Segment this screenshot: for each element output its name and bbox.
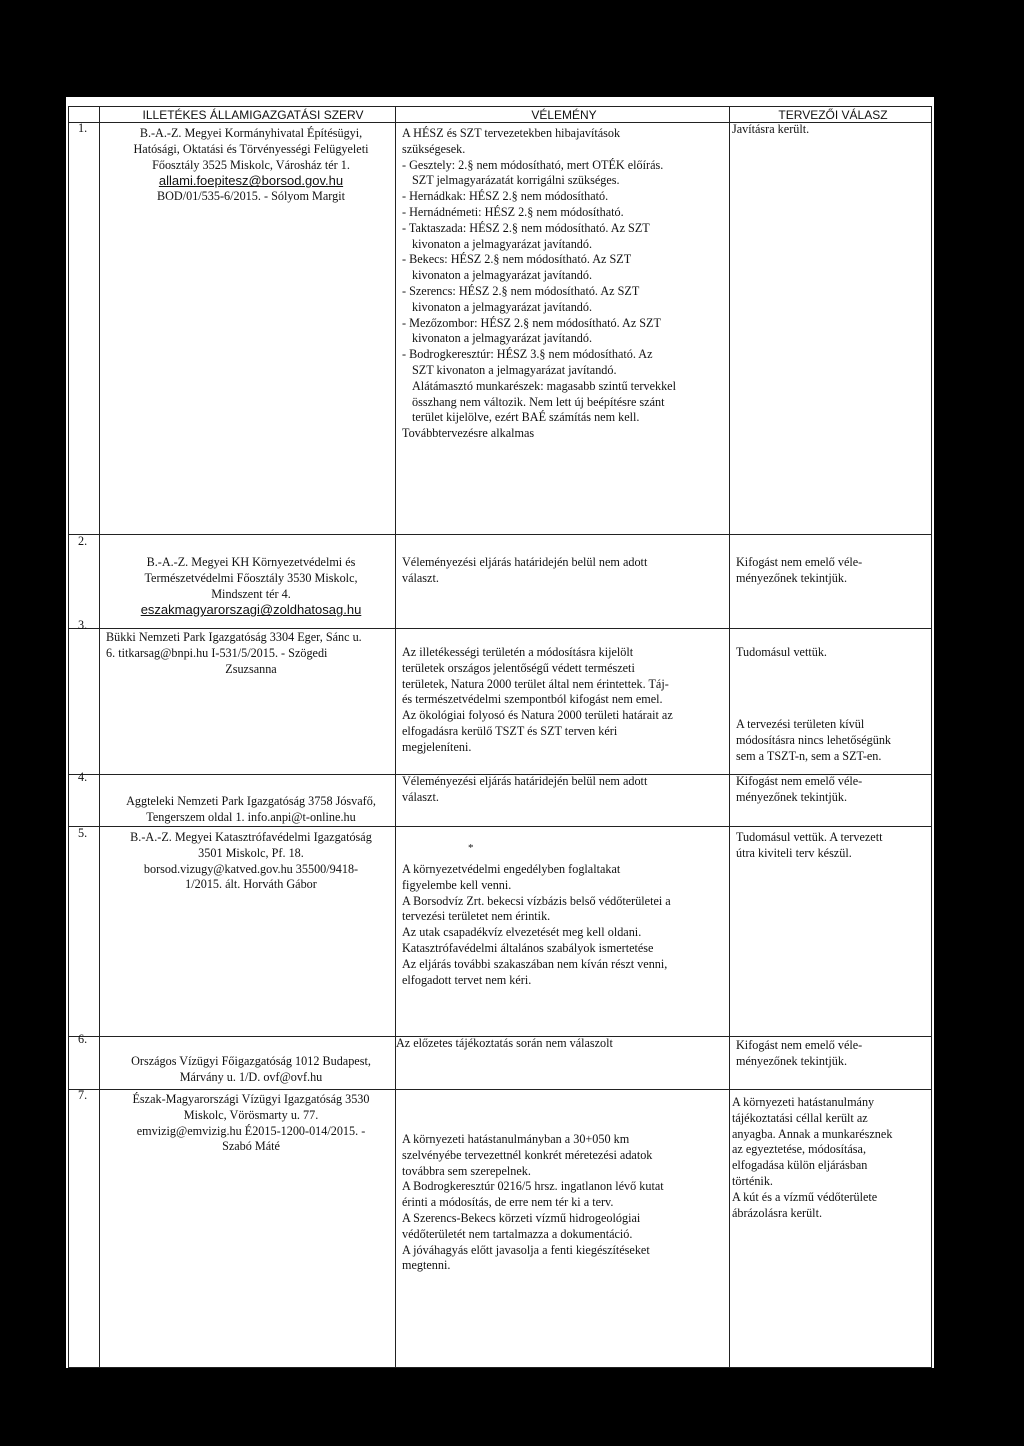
response-line: elfogadása külön eljárásban xyxy=(732,1158,868,1173)
row-number: 1. xyxy=(78,121,88,135)
table-border-top xyxy=(68,106,932,107)
authority-cell xyxy=(106,630,396,677)
opinion-line: - Hernádnémeti: HÉSZ 2.§ nem módosítható. xyxy=(402,204,624,219)
header-opinion: VÉLEMÉNY xyxy=(531,108,597,122)
response-line: ményezőnek tekintjük. xyxy=(736,789,848,804)
opinion-line: Véleményezési eljárás határidején belül nem adott xyxy=(402,774,648,788)
authority-line: B.-A.-Z. Megyei KH Környezetvédelmi és xyxy=(146,555,356,569)
response-cell xyxy=(736,645,936,661)
opinion-line: Az utak csapadékvíz elvezetését meg kell oldani. xyxy=(402,925,642,940)
opinion-line: Az illetékességi területén a módosításra kijelölt xyxy=(402,645,634,659)
response-line: Tudomásul vettük. xyxy=(736,645,827,659)
row-divider xyxy=(68,1089,932,1090)
opinion-cell xyxy=(402,1132,732,1274)
response-line: ményezőnek tekintjük. xyxy=(736,1053,848,1068)
authority-line: Hatósági, Oktatási és Törvényességi Felügyeleti xyxy=(133,141,369,156)
opinion-line: szükségesek. xyxy=(402,141,466,156)
header-response: TERVEZŐI VÁLASZ xyxy=(778,108,888,122)
opinion-line: választ. xyxy=(402,789,439,804)
opinion-line: tervezési területet nem érintik. xyxy=(402,909,551,924)
opinion-line: - Bekecs: HÉSZ 2.§ nem módosítható. Az SZT xyxy=(402,252,632,267)
opinion-line: A jóváhagyás előtt javasolja a fenti kiegészítéseket xyxy=(402,1242,650,1257)
authority-line: Tengerszem oldal 1. info.anpi@t-online.hu xyxy=(146,809,356,824)
opinion-cell xyxy=(402,555,732,587)
opinion-line: - Gesztely: 2.§ nem módosítható, mert OTÉK előírás. xyxy=(402,157,664,172)
response-line: Javításra került. xyxy=(732,122,810,136)
authority-cell xyxy=(106,1092,396,1155)
authority-cell xyxy=(106,555,396,618)
opinion-line: Alátámasztó munkarészek: magasabb szintű tervekkel xyxy=(412,378,676,393)
response-line: módosításra nincs lehetőségünk xyxy=(736,732,892,747)
authority-cell xyxy=(106,126,396,205)
authority-cell xyxy=(106,830,396,893)
opinion-line: A környezeti hatástanulmányban a 30+050 km xyxy=(402,1132,630,1146)
authority-cell xyxy=(106,1054,396,1086)
table-border-left xyxy=(68,106,69,1367)
response-line: történik. xyxy=(732,1173,773,1188)
response-line: Tudomásul vettük. A tervezett xyxy=(736,830,883,844)
row-number: 7. xyxy=(78,1088,88,1102)
opinion-line: megjeleníteni. xyxy=(402,739,472,754)
header-authority: ILLETÉKES ÁLLAMIGAZGATÁSI SZERV xyxy=(142,108,364,122)
authority-line: Főosztály 3525 Miskolc, Városház tér 1. xyxy=(152,157,350,172)
document-page xyxy=(66,97,934,1368)
response-line: tájékoztatási céllal került az xyxy=(732,1110,868,1125)
opinion-line: elfogadásra kerülő TSZT és SZT terven kéri xyxy=(402,723,618,738)
response-cell xyxy=(736,774,936,806)
response-line: anyagba. Annak a munkarésznek xyxy=(732,1126,893,1141)
opinion-line: választ. xyxy=(402,570,439,585)
authority-line: Természetvédelmi Főosztály 3530 Miskolc, xyxy=(144,570,358,585)
opinion-line: terület kijelölve, ezért BAÉ számítás nem kell. xyxy=(412,410,640,425)
response-line: Kifogást nem emelő véle- xyxy=(736,1038,863,1052)
authority-line: Aggteleki Nemzeti Park Igazgatóság 3758 Jósvafő, xyxy=(126,794,376,808)
opinion-line: kivonaton a jelmagyarázat javítandó. xyxy=(412,331,593,346)
opinion-cell xyxy=(396,1036,726,1052)
row-number: 6. xyxy=(78,1032,88,1046)
authority-line: Észak-Magyarországi Vízügyi Igazgatóság 3530 xyxy=(132,1092,370,1106)
authority-line: Miskolc, Vörösmarty u. 77. xyxy=(183,1107,319,1122)
row-divider xyxy=(68,534,932,535)
response-line: A kút és a vízmű védőterülete xyxy=(732,1189,878,1204)
response-line: az egyeztetése, módosítása, xyxy=(732,1142,867,1157)
authority-line: Országos Vízügyi Főigazgatóság 1012 Budapest, xyxy=(131,1054,371,1068)
opinion-line: - Bodrogkeresztúr: HÉSZ 3.§ nem módosítható. Az xyxy=(402,347,653,362)
response-line: ményezőnek tekintjük. xyxy=(736,570,848,585)
response-cell xyxy=(736,717,936,764)
table-border-bottom xyxy=(68,1367,932,1368)
opinion-line: Az ökológiai folyosó és Natura 2000 területi határait az xyxy=(402,708,673,723)
response-cell xyxy=(736,830,936,862)
authority-line: Márvány u. 1/D. ovf@ovf.hu xyxy=(179,1069,323,1084)
authority-line: Zsuzsanna xyxy=(225,661,277,676)
opinion-line: védőterületét nem tartalmazza a dokumentáció. xyxy=(402,1226,633,1241)
authority-line: borsod.vizugy@katved.gov.hu 35500/9418- xyxy=(143,861,359,876)
response-line: ábrázolásra került. xyxy=(732,1205,823,1220)
response-line: Kifogást nem emelő véle- xyxy=(736,774,863,788)
handwritten-mark: * xyxy=(468,842,474,854)
opinion-line: Az eljárás további szakaszában nem kíván részt venni, xyxy=(402,956,668,971)
response-cell xyxy=(736,1038,936,1070)
email-link[interactable]: allami.foepitesz@borsod.gov.hu xyxy=(158,173,344,189)
authority-line: B.-A.-Z. Megyei Kormányhivatal Építésügyi, xyxy=(139,126,363,140)
opinion-line: Az előzetes tájékoztatás során nem válaszolt xyxy=(396,1036,613,1050)
opinion-line: továbbra sem szerepelnek. xyxy=(402,1163,531,1178)
opinion-line: - Szerencs: HÉSZ 2.§ nem módosítható. Az SZT xyxy=(402,283,640,298)
opinion-line: A HÉSZ és SZT tervezetekben hibajavítások xyxy=(402,126,621,140)
response-cell xyxy=(732,122,932,138)
opinion-cell xyxy=(402,645,732,756)
row-divider xyxy=(68,628,932,629)
opinion-cell xyxy=(402,126,732,442)
opinion-line: összhang nem változik. Nem lett új beépítésre szánt xyxy=(412,394,665,409)
response-cell xyxy=(736,555,936,587)
authority-line: Mindszent tér 4. xyxy=(211,586,291,601)
row-number: 3. xyxy=(78,618,88,632)
row-number: 2. xyxy=(78,534,88,548)
authority-line: emvizig@emvizig.hu É2015-1200-014/2015. - xyxy=(136,1123,366,1138)
opinion-line: - Taktaszada: HÉSZ 2.§ nem módosítható. Az SZT xyxy=(402,220,650,235)
response-line: Kifogást nem emelő véle- xyxy=(736,555,863,569)
opinion-cell xyxy=(402,862,732,988)
authority-line: BOD/01/535-6/2015. - Sólyom Margit xyxy=(156,189,345,204)
opinion-line: SZT kivonaton a jelmagyarázat javítandó. xyxy=(412,362,617,377)
opinion-line: kivonaton a jelmagyarázat javítandó. xyxy=(412,299,593,314)
response-line: sem a TSZT-n, sem a SZT-en. xyxy=(736,748,882,763)
row-number: 5. xyxy=(78,826,88,840)
email-link[interactable]: eszakmagyarorszagi@zoldhatosag.hu xyxy=(140,602,362,618)
opinion-line: területek, Natura 2000 terület által nem érintettek. Táj- xyxy=(402,676,669,691)
opinion-line: kivonaton a jelmagyarázat javítandó. xyxy=(412,268,593,283)
opinion-line: Katasztrófavédelmi általános szabályok ismertetése xyxy=(402,940,654,955)
authority-line: 3501 Miskolc, Pf. 18. xyxy=(198,845,304,860)
opinion-line: figyelembe kell venni. xyxy=(402,877,512,892)
opinion-line: SZT jelmagyarázatát korrigálni szükséges. xyxy=(412,173,620,188)
column-divider-authority xyxy=(395,106,396,1367)
authority-line: Szabó Máté xyxy=(222,1139,280,1154)
response-line: útra kiviteli terv készül. xyxy=(736,845,852,860)
opinion-line: érinti a módosítás, de erre nem tér ki a terv. xyxy=(402,1195,614,1210)
opinion-line: területek országos jelentőségű védett természeti xyxy=(402,660,635,675)
opinion-line: szelvényébe tervezettnél konkrét méretezési adatok xyxy=(402,1147,653,1162)
opinion-line: elfogadott tervet nem kéri. xyxy=(402,972,532,987)
response-line: A tervezési területen kívül xyxy=(736,717,865,731)
row-number: 4. xyxy=(78,770,88,784)
opinion-line: A környezetvédelmi engedélyben foglaltakat xyxy=(402,862,621,876)
opinion-line: Véleményezési eljárás határidején belül nem adott xyxy=(402,555,648,569)
opinion-line: - Hernádkak: HÉSZ 2.§ nem módosítható. xyxy=(402,189,609,204)
opinion-line: A Szerencs-Bekecs körzeti vízmű hidrogeológiai xyxy=(402,1210,641,1225)
response-cell xyxy=(732,1095,932,1221)
authority-line: Bükki Nemzeti Park Igazgatóság 3304 Eger, Sánc u. xyxy=(106,630,362,644)
opinion-cell xyxy=(402,774,732,806)
opinion-line: Továbbtervezésre alkalmas xyxy=(402,426,535,441)
authority-line: 6. titkarsag@bnpi.hu I-531/5/2015. - Szögedi xyxy=(106,645,328,660)
opinion-line: A Borsodvíz Zrt. bekecsi vízbázis belső védőterületei a xyxy=(402,893,671,908)
authority-line: B.-A.-Z. Megyei Katasztrófavédelmi Igazgatóság xyxy=(130,830,372,844)
column-divider-number xyxy=(99,106,100,1367)
opinion-line: - Mezőzombor: HÉSZ 2.§ nem módosítható. Az SZT xyxy=(402,315,661,330)
authority-line: 1/2015. ált. Horváth Gábor xyxy=(185,877,317,892)
opinion-line: és természetvédelmi szempontból kifogást nem emel. xyxy=(402,692,663,707)
opinion-line: A Bodrogkeresztúr 0216/5 hrsz. ingatlanon lévő kutat xyxy=(402,1179,664,1194)
authority-cell xyxy=(106,794,396,826)
opinion-line: kivonaton a jelmagyarázat javítandó. xyxy=(412,236,593,251)
row-divider xyxy=(68,826,932,827)
opinion-line: megtenni. xyxy=(402,1258,451,1273)
response-line: A környezeti hatástanulmány xyxy=(732,1095,875,1109)
